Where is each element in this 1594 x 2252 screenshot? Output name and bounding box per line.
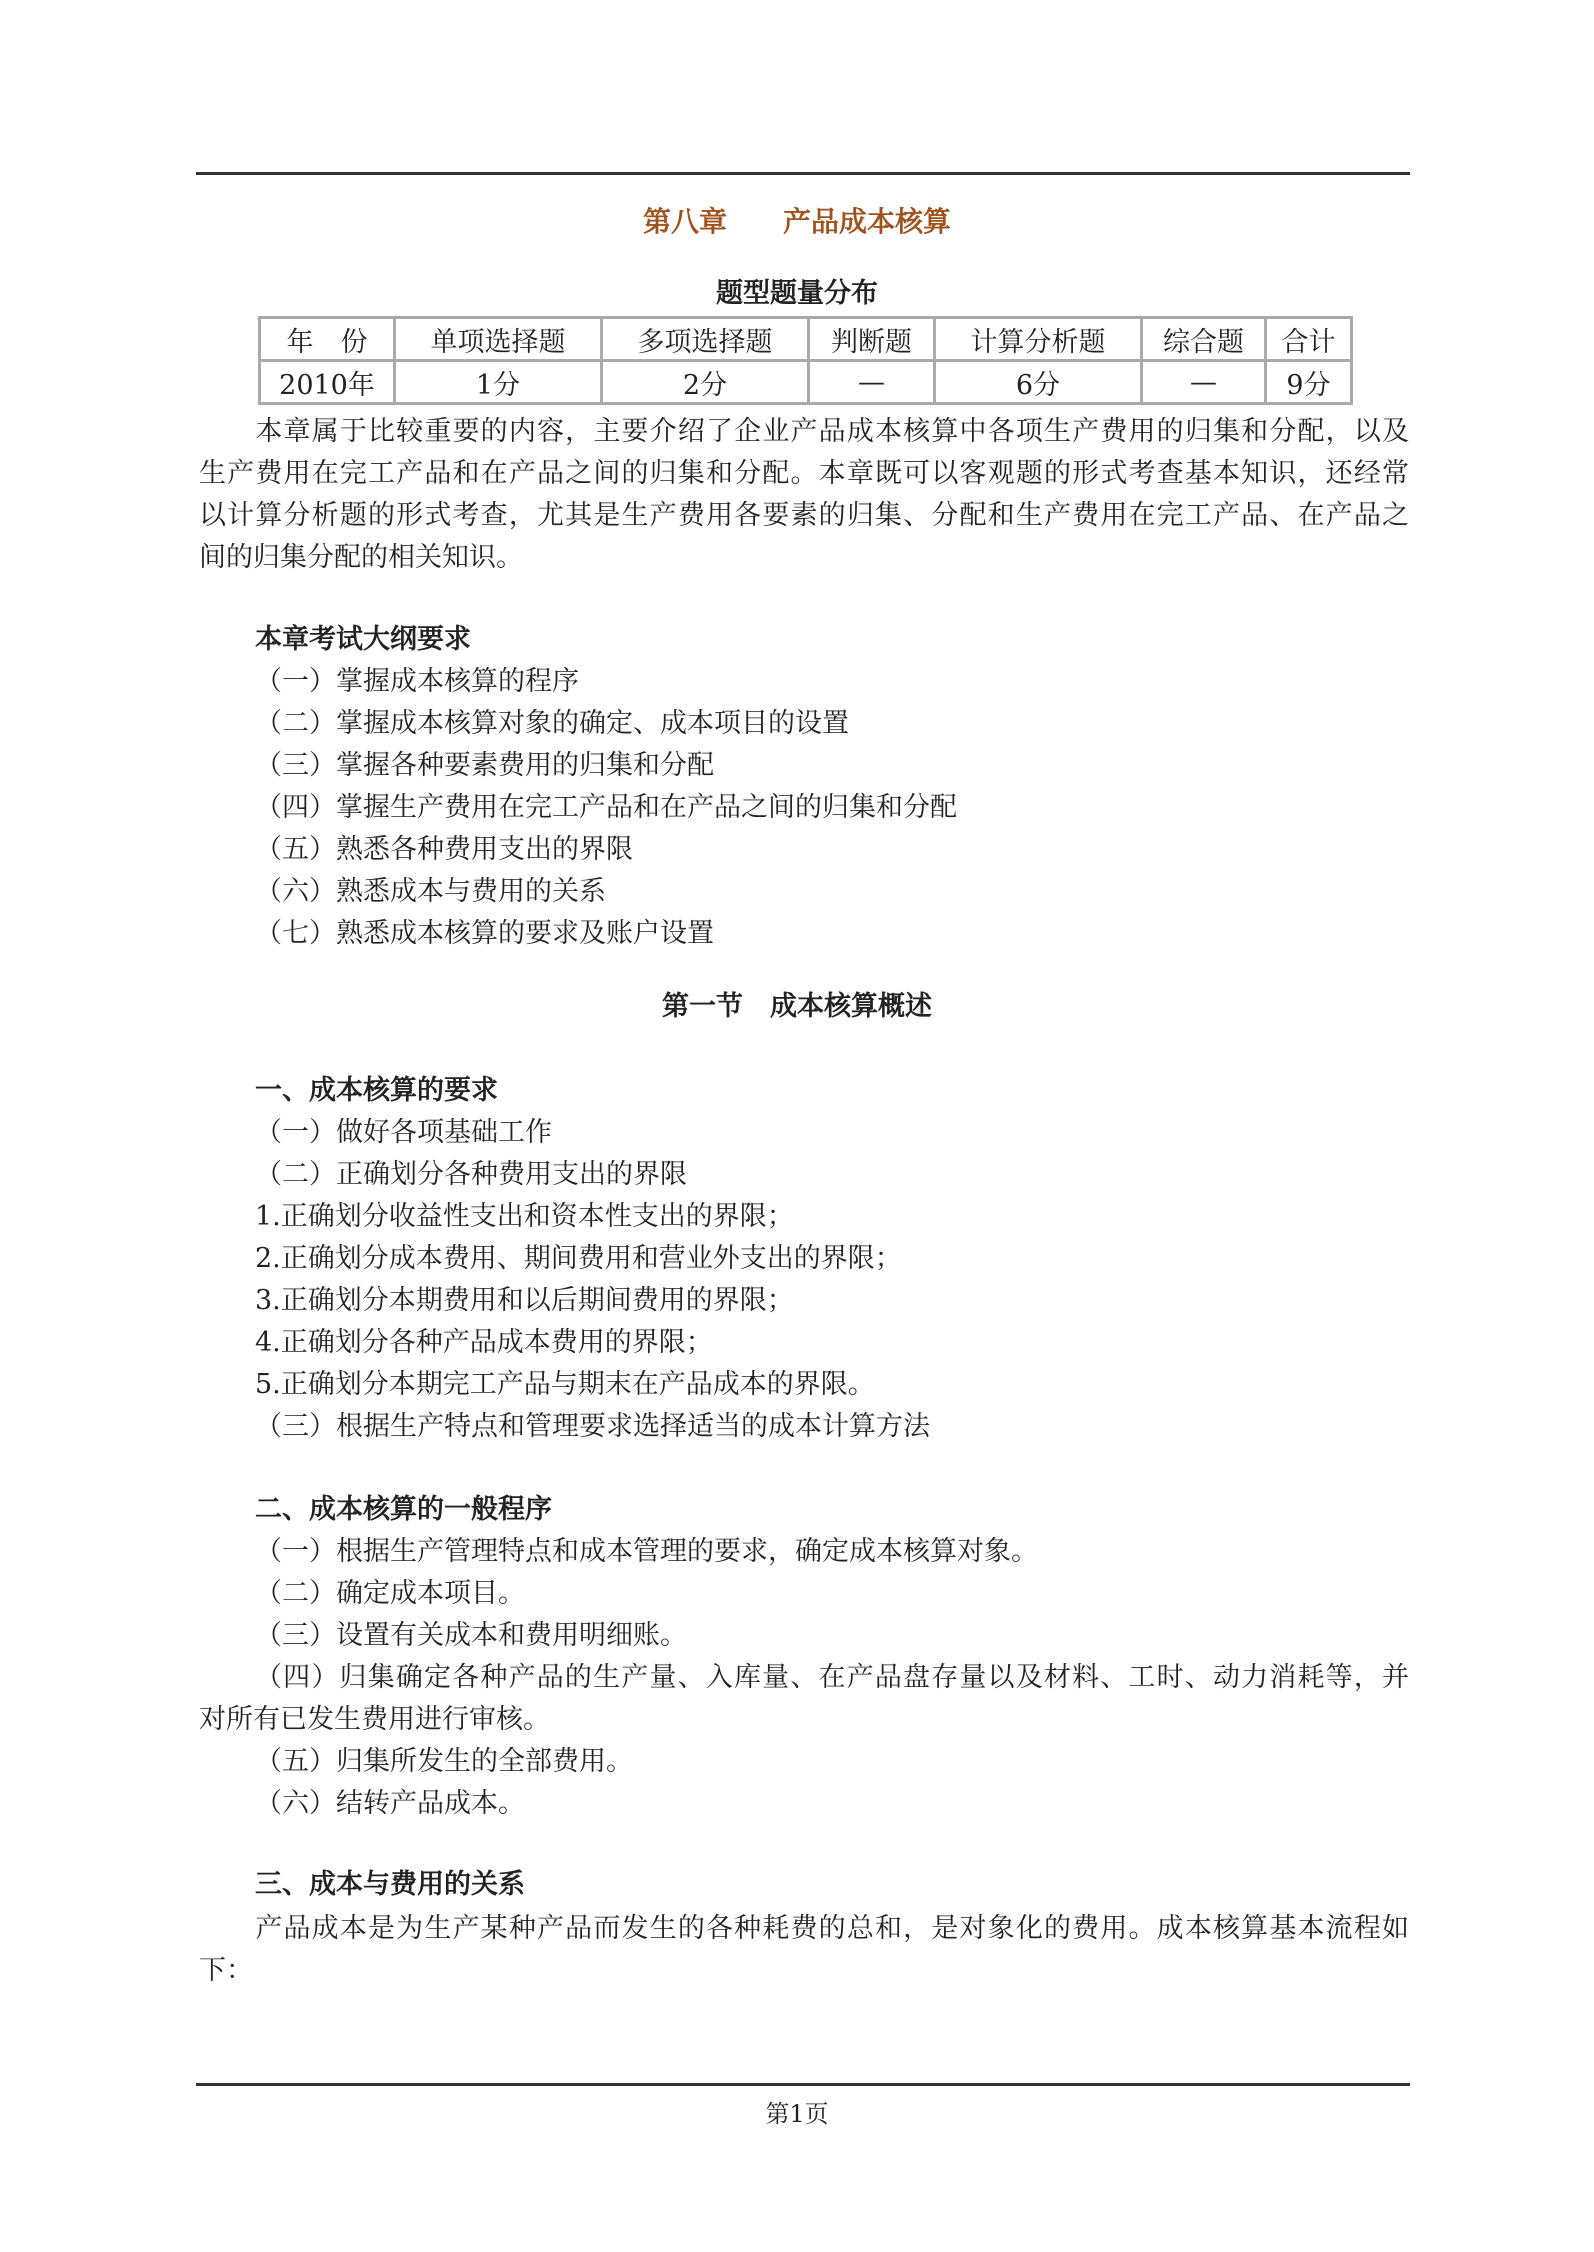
header-cell: 计算分析题 [935,318,1142,361]
part3-heading: 三、成本与费用的关系 [255,1869,525,1900]
part2-item: （六）结转产品成本。 [255,1788,525,1819]
part1-item: （二）正确划分各种费用支出的界限 [255,1159,687,1190]
syllabus-item: （七）熟悉成本核算的要求及账户设置 [255,918,714,949]
syllabus-heading: 本章考试大纲要求 [255,624,471,655]
part1-item: 2.正确划分成本费用、期间费用和营业外支出的界限； [255,1243,902,1274]
part1-item: （三）根据生产特点和管理要求选择适当的成本计算方法 [255,1411,930,1442]
part2-item: 对所有已发生费用进行审核。 [199,1704,550,1735]
part1-item: 1.正确划分收益性支出和资本性支出的界限； [255,1201,794,1232]
part1-heading: 一、成本核算的要求 [255,1075,498,1106]
header-cell: 多项选择题 [602,318,809,361]
header-cell: 年 份 [260,318,395,361]
header-cell: 综合题 [1142,318,1266,361]
table-cell: 2010年 [260,361,395,404]
header-cell: 单项选择题 [395,318,602,361]
syllabus-item: （二）掌握成本核算对象的确定、成本项目的设置 [255,708,849,739]
syllabus-item: （五）熟悉各种费用支出的界限 [255,834,633,865]
table-title: 题型题量分布 [716,278,878,309]
syllabus-item: （四）掌握生产费用在完工产品和在产品之间的归集和分配 [255,792,957,823]
table-cell: — [1142,361,1266,404]
table-header-row [260,318,1352,361]
part1-item: （一）做好各项基础工作 [255,1117,552,1148]
table-cell: 9分 [1266,361,1352,404]
part2-item: （二）确定成本项目。 [255,1578,525,1609]
intro-line: 间的归集分配的相关知识。 [199,542,523,573]
syllabus-item: （一）掌握成本核算的程序 [255,666,579,697]
part3-line: 下： [199,1955,253,1986]
footer-rule [196,2083,1410,2086]
syllabus-item: （六）熟悉成本与费用的关系 [255,876,606,907]
part2-item: （五）归集所发生的全部费用。 [255,1746,633,1777]
part1-item: 4.正确划分各种产品成本费用的界限； [255,1327,713,1358]
table-row [260,361,1352,404]
header-cell: 判断题 [809,318,935,361]
intro-line: 以计算分析题的形式考查，尤其是生产费用各要素的归集、分配和生产费用在完工产品、在产品之 [199,500,1409,531]
chapter-title: 第八章 产品成本核算 [642,205,951,238]
header-cell: 合计 [1266,318,1352,361]
intro-line: 本章属于比较重要的内容，主要介绍了企业产品成本核算中各项生产费用的归集和分配，以及 [199,416,1409,447]
question-distribution-table [258,316,1353,405]
section-title: 第一节 成本核算概述 [662,991,932,1022]
page-number: 第1页 [765,2100,829,2128]
part2-item: （一）根据生产管理特点和成本管理的要求，确定成本核算对象。 [255,1536,1038,1567]
table-cell: 6分 [935,361,1142,404]
part3-line: 产品成本是为生产某种产品而发生的各种耗费的总和，是对象化的费用。成本核算基本流程如 [199,1913,1409,1944]
part2-item: （四）归集确定各种产品的生产量、入库量、在产品盘存量以及材料、工时、动力消耗等，并 [255,1662,1409,1693]
syllabus-item: （三）掌握各种要素费用的归集和分配 [255,750,714,781]
part2-heading: 二、成本核算的一般程序 [255,1494,552,1525]
table-cell: 2分 [602,361,809,404]
part2-item: （三）设置有关成本和费用明细账。 [255,1620,687,1651]
table-cell: — [809,361,935,404]
intro-line: 生产费用在完工产品和在产品之间的归集和分配。本章既可以客观题的形式考查基本知识，还经常 [199,458,1409,489]
header-rule [196,172,1410,175]
table-cell: 1分 [395,361,602,404]
part1-item: 5.正确划分本期完工产品与期末在产品成本的界限。 [255,1369,875,1400]
part1-item: 3.正确划分本期费用和以后期间费用的界限； [255,1285,794,1316]
